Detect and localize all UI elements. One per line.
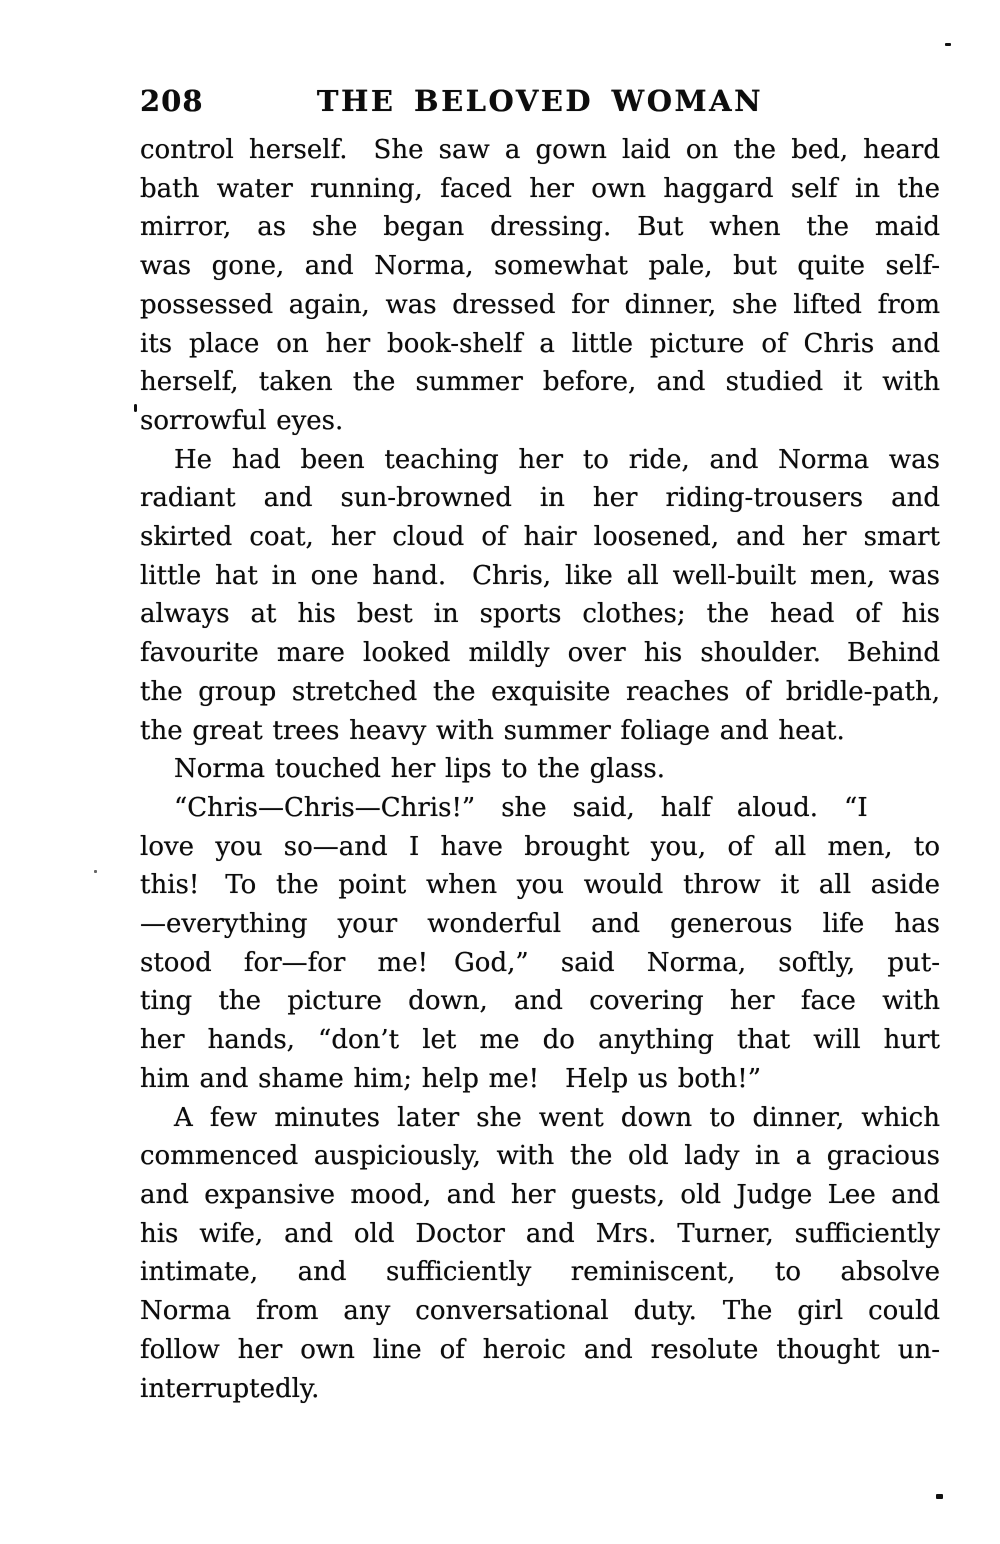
text-line: favourite mare looked mildly over his shoulder. Behind: [140, 638, 940, 669]
text-line: “Chris—Chris—Chris!” she said, half aloud. “I: [174, 792, 868, 823]
text-line: love you so—and I have brought you, of all men, to: [140, 831, 940, 862]
running-title: THE BELOVED WOMAN: [316, 84, 764, 118]
text-line: intimate, and sufficiently reminiscent, to absolve: [140, 1257, 940, 1288]
text-line: was gone, and Norma, somewhat pale, but quite self-: [140, 251, 940, 282]
text-line: commenced auspiciously, with the old lady in a gracious: [140, 1141, 940, 1172]
text-line: He had been teaching her to ride, and Norma was: [174, 444, 940, 475]
page-number: 208: [140, 84, 204, 118]
text-line: him and shame him; help me! Help us both!”: [140, 1063, 761, 1094]
text-line: skirted coat, her cloud of hair loosened, and her smart: [140, 522, 940, 553]
text-line: the group stretched the exquisite reaches of bridle-path,: [140, 676, 940, 707]
text-line: its place on her book-shelf a little picture of Chris and: [140, 328, 940, 359]
text-line: always at his best in sports clothes; the head of his: [140, 599, 940, 630]
text-line: control herself. She saw a gown laid on the bed, heard: [140, 135, 940, 165]
text-line: Norma from any conversational duty. The girl could: [140, 1296, 940, 1327]
ink-speck: [94, 870, 97, 873]
text-line: ting the picture down, and covering her face with: [140, 986, 940, 1017]
text-line: little hat in one hand. Chris, like all well-built men, was: [140, 560, 940, 591]
text-line: —everything your wonderful and generous life has: [140, 909, 940, 940]
text-line: his wife, and old Doctor and Mrs. Turner, sufficiently: [140, 1218, 940, 1249]
body-text: [140, 131, 940, 1408]
text-line: this! To the point when you would throw it all aside: [140, 870, 940, 901]
text-line: interruptedly.: [140, 1373, 320, 1404]
ink-speck: [945, 43, 951, 46]
ink-speck: [936, 1494, 943, 1499]
text-line: herself, taken the summer before, and studied it with: [140, 367, 940, 398]
text-line: sorrowful eyes.: [140, 405, 344, 436]
text-line: Norma touched her lips to the glass.: [174, 754, 666, 785]
text-line: radiant and sun-browned in her riding-trousers and: [140, 483, 940, 514]
text-line: possessed again, was dressed for dinner, she lifted from: [140, 289, 940, 320]
text-line: and expansive mood, and her guests, old Judge Lee and: [140, 1179, 940, 1210]
page-header: [140, 84, 940, 120]
ink-speck: [134, 404, 137, 412]
text-line: stood for—for me! God,” said Norma, softly, put-: [140, 947, 940, 978]
text-line: her hands, “don’t let me do anything that will hurt: [140, 1025, 940, 1056]
text-line: mirror, as she began dressing. But when the maid: [140, 212, 940, 243]
text-line: follow her own line of heroic and resolute thought un-: [140, 1334, 940, 1365]
text-line: A few minutes later she went down to dinner, which: [174, 1102, 940, 1133]
text-line: bath water running, faced her own haggard self in the: [140, 173, 940, 204]
text-line: the great trees heavy with summer foliage and heat.: [140, 715, 845, 746]
